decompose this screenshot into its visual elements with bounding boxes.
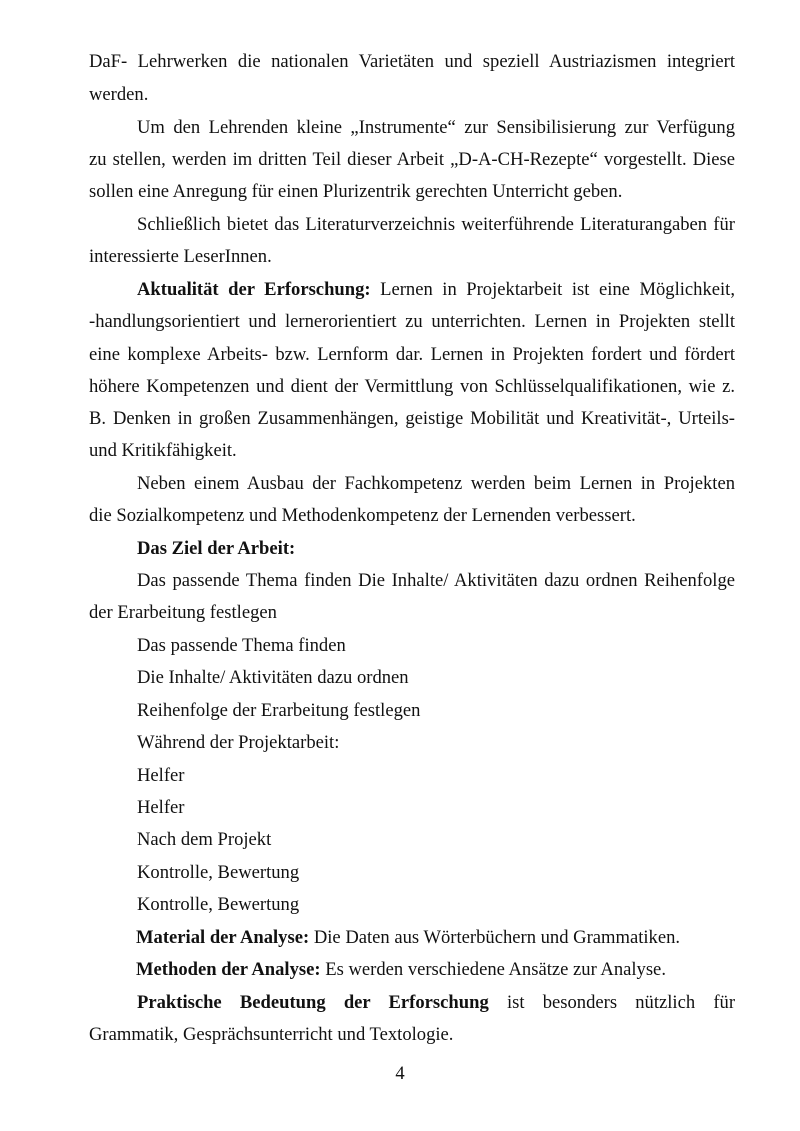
text-line [137,278,735,302]
text-span: Es werden verschiedene Ansätze zur Analyse. [320,959,666,980]
text-line: Um den Lehrenden kleine „Instrumente“ zur Sensibilisierung zur Verfügung [137,117,735,138]
text-line: Grammatik, Gesprächsunterricht und Textologie. [89,1024,454,1045]
list-item: Nach dem Projekt [137,829,272,850]
section-heading: Methoden der Analyse: [136,959,321,980]
list-item: Helfer [137,797,185,818]
text-line: der Erarbeitung festlegen [89,602,277,623]
text-line [137,537,735,561]
text-line: höhere Kompetenzen und dient der Vermittlung von Schlüsselqualifikationen, wie z. [89,376,735,397]
section-heading: Das Ziel der Arbeit: [137,538,296,559]
list-item: Kontrolle, Bewertung [137,894,300,915]
text-span: ist besonders nützlich für [488,992,736,1013]
text-line: Schließlich bietet das Literaturverzeichnis weiterführende Literaturangaben für [137,214,735,235]
list-item: Während der Projektarbeit: [137,732,340,753]
text-line: DaF- Lehrwerken die nationalen Varietäten und speziell Austriazismen integriert [89,51,735,72]
text-line [136,958,735,982]
text-line [136,926,735,950]
list-item: Helfer [137,765,185,786]
text-line [137,991,735,1015]
list-item: Das passende Thema finden [137,635,346,656]
list-item: Die Inhalte/ Aktivitäten dazu ordnen [137,667,409,688]
text-line: die Sozialkompetenz und Methodenkompetenz der Lernenden verbessert. [89,505,636,526]
text-line: eine komplexe Arbeits- bzw. Lernform dar. Lernen in Projekten fordert und fördert [89,344,735,365]
section-heading: Aktualität der Erforschung: [137,279,371,300]
text-span: Lernen in Projektarbeit ist eine Möglichkeit, [370,279,735,300]
text-line: interessierte LeserInnen. [89,246,272,267]
text-line: zu stellen, werden im dritten Teil dieser Arbeit „D-A-CH-Rezepte“ vorgestellt. Diese [89,149,735,170]
text-line: werden. [89,84,149,105]
section-heading: Praktische Bedeutung der Erforschung [137,992,489,1013]
text-line: sollen eine Anregung für einen Plurizentrik gerechten Unterricht geben. [89,181,623,202]
text-line: Neben einem Ausbau der Fachkompetenz werden beim Lernen in Projekten [137,473,735,494]
text-span: Die Daten aus Wörterbüchern und Grammatiken. [309,927,681,948]
section-heading: Material der Analyse: [136,927,310,948]
text-line: -handlungsorientiert und lernerorientiert zu unterrichten. Lernen in Projekten stellt [89,311,735,332]
text-line: und Kritikfähigkeit. [89,440,237,461]
text-line: B. Denken in großen Zusammenhängen, geistige Mobilität und Kreativität-, Urteils- [89,408,735,429]
text-line: Das passende Thema finden Die Inhalte/ Aktivitäten dazu ordnen Reihenfolge [137,570,735,591]
list-item: Kontrolle, Bewertung [137,862,300,883]
page-number: 4 [395,1063,405,1084]
list-item: Reihenfolge der Erarbeitung festlegen [137,700,421,721]
